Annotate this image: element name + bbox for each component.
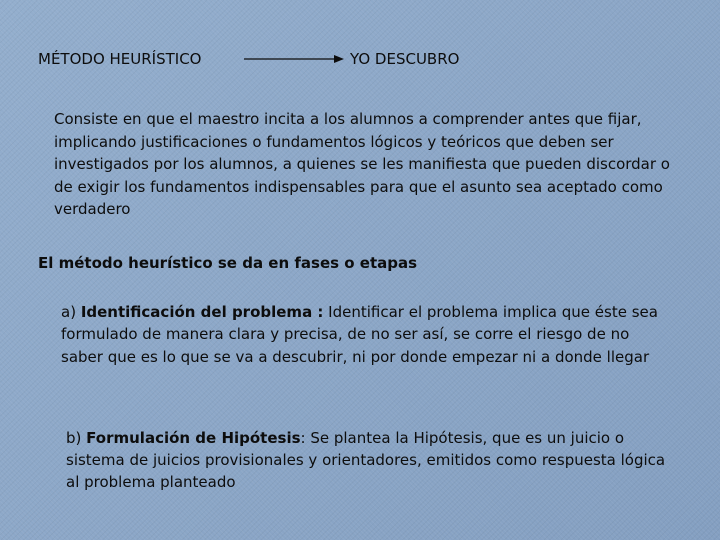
phase-a-body: Identificar el problema implica que éste sea formulado de manera clara y precisa, de no ser así, se corre el riesgo de no saber que es lo que se va a descubrir, ni por donde empezar ni a donde llegar bbox=[61, 303, 658, 366]
phase-b-paragraph bbox=[66, 428, 676, 493]
title-yo-descubro: YO DESCUBRO bbox=[350, 50, 460, 68]
title-metodo-heuristico: MÉTODO HEURÍSTICO bbox=[38, 50, 202, 68]
phase-a-prefix: a) bbox=[61, 303, 81, 321]
phases-heading: El método heurístico se da en fases o etapas bbox=[38, 254, 418, 272]
arrow-right-icon bbox=[244, 51, 344, 67]
phase-b-title: Formulación de Hipótesis bbox=[86, 429, 301, 447]
phase-a-paragraph bbox=[61, 301, 666, 368]
phase-b-prefix: b) bbox=[66, 429, 87, 447]
phase-b-body: : Se plantea la Hipótesis, que es un juicio o sistema de juicios provisionales y orientadores, emitidos como respuesta lógica al problema planteado bbox=[66, 429, 666, 491]
intro-paragraph: Consiste en que el maestro incita a los alumnos a comprender antes que fijar, implicando justificaciones o fundamentos lógicos y teóricos que deben ser investigados por los alumnos, a quienes se les manifiesta que pueden discordar o de exigir los fundamentos indispensables para que el asunto sea aceptado como verdadero bbox=[54, 110, 670, 218]
phase-a-title: Identificación del problema : bbox=[80, 303, 324, 321]
